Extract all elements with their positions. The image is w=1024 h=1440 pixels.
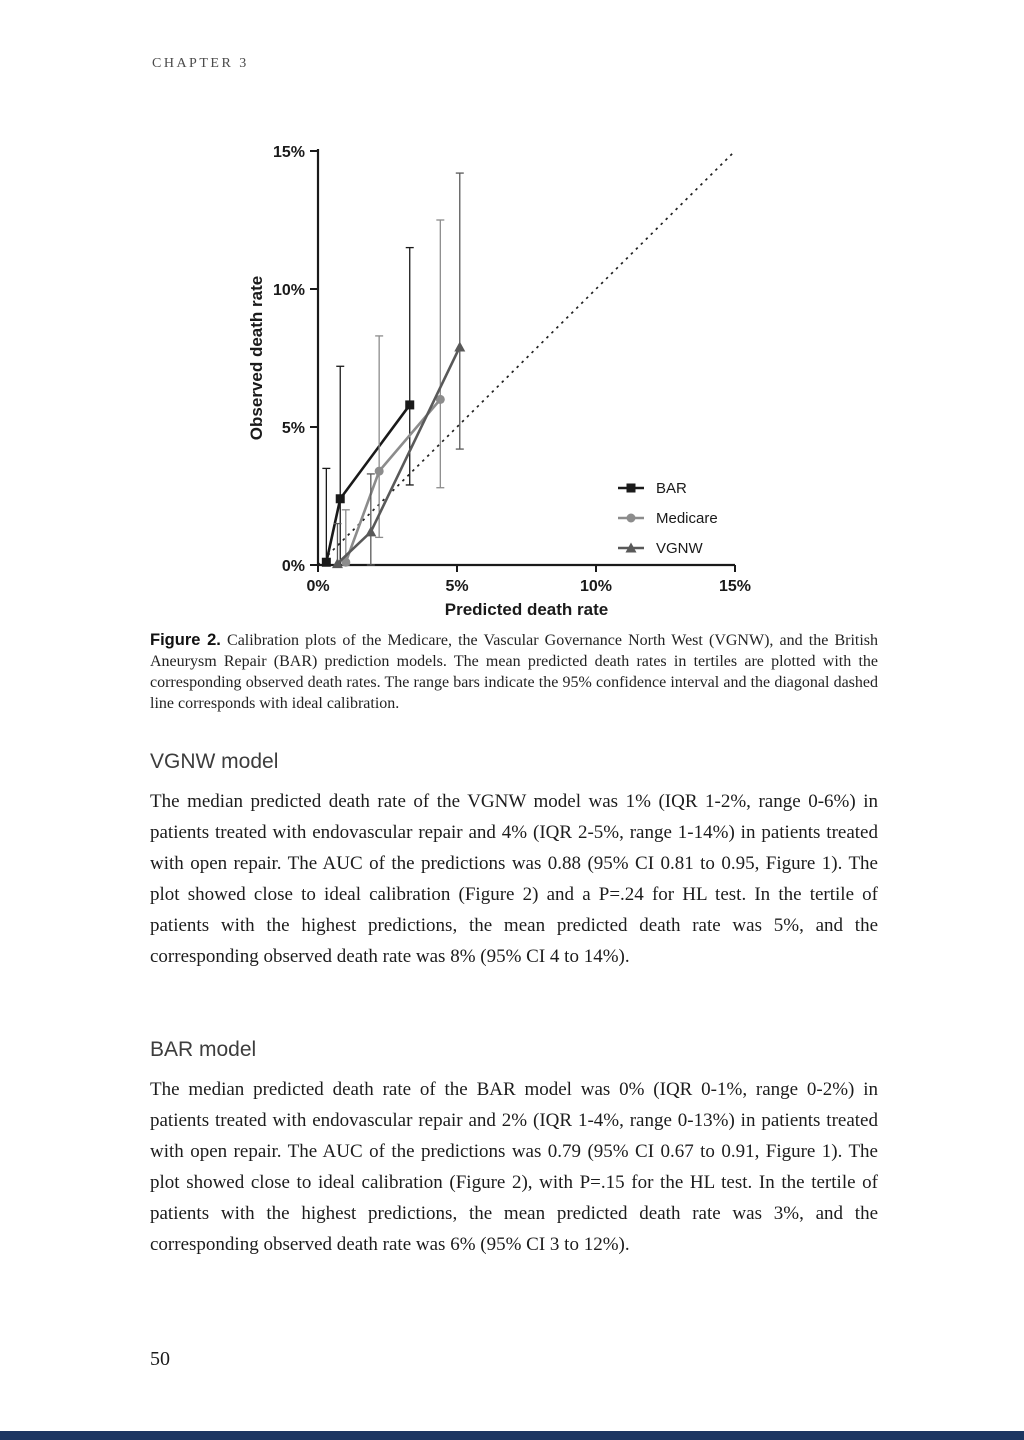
svg-text:5%: 5% bbox=[281, 420, 305, 437]
svg-text:10%: 10% bbox=[579, 578, 613, 595]
figure-caption-text: Calibration plots of the Medicare, the Vascular Governance North West (VGNW), and the British Aneurysm Repair (BAR) prediction models. The mean predicted death rates in tertiles are plotted with the corresponding observed death rates. The range bars indicate the 95% confidence interval and the diagonal dashed line corresponds with ideal calibration. bbox=[150, 632, 879, 712]
svg-text:5%: 5% bbox=[445, 578, 469, 595]
chapter-header: CHAPTER 3 bbox=[152, 56, 249, 71]
svg-text:0%: 0% bbox=[281, 558, 305, 575]
section-body-bar-model: The median predicted death rate of the BAR model was 0% (IQR 0-1%, range 0-2%) in patients treated with endovascular repair and 2% (IQR 1-4%, range 0-13%) in patients treated with open repair. The AUC of the predictions was 0.79 (95% CI 0.67 to 0.91, Figure 1). The plot showed close to ideal calibration (Figure 2), with P=.15 for the HL test. In the tertile of patients with the highest predictions, the mean predicted death rate was 3%, and the corresponding observed death rate was 6% (95% CI 3 to 12%). bbox=[150, 1079, 878, 1255]
figure-caption-label: Figure 2. bbox=[150, 631, 221, 649]
page-footer-bar bbox=[0, 1431, 1024, 1440]
calibration-plot bbox=[150, 110, 790, 630]
figure-caption bbox=[150, 630, 878, 714]
section-heading-vgnw-model: VGNW model bbox=[150, 750, 279, 773]
page-number: 50 bbox=[150, 1348, 170, 1370]
svg-text:BAR: BAR bbox=[656, 480, 687, 497]
section-heading-bar-model: BAR model bbox=[150, 1038, 257, 1061]
svg-text:VGNW: VGNW bbox=[656, 540, 703, 557]
svg-text:15%: 15% bbox=[272, 144, 305, 161]
svg-text:Medicare: Medicare bbox=[656, 510, 718, 527]
svg-text:0%: 0% bbox=[306, 578, 330, 595]
svg-text:Observed death rate: Observed death rate bbox=[247, 275, 266, 441]
section-body-vgnw-model: The median predicted death rate of the VGNW model was 1% (IQR 1-2%, range 0-6%) in patients treated with endovascular repair and 4% (IQR 2-5%, range 1-14%) in patients treated with open repair. The AUC of the predictions was 0.88 (95% CI 0.81 to 0.95, Figure 1). The plot showed close to ideal calibration (Figure 2) and a P=.24 for HL test. In the tertile of patients with the highest predictions, the mean predicted death rate was 5%, and the corresponding observed death rate was 8% (95% CI 4 to 14%). bbox=[150, 791, 878, 967]
svg-text:Predicted death rate: Predicted death rate bbox=[444, 600, 609, 619]
svg-text:15%: 15% bbox=[718, 578, 752, 595]
svg-text:10%: 10% bbox=[272, 282, 305, 299]
figure-2-chart bbox=[150, 110, 790, 630]
